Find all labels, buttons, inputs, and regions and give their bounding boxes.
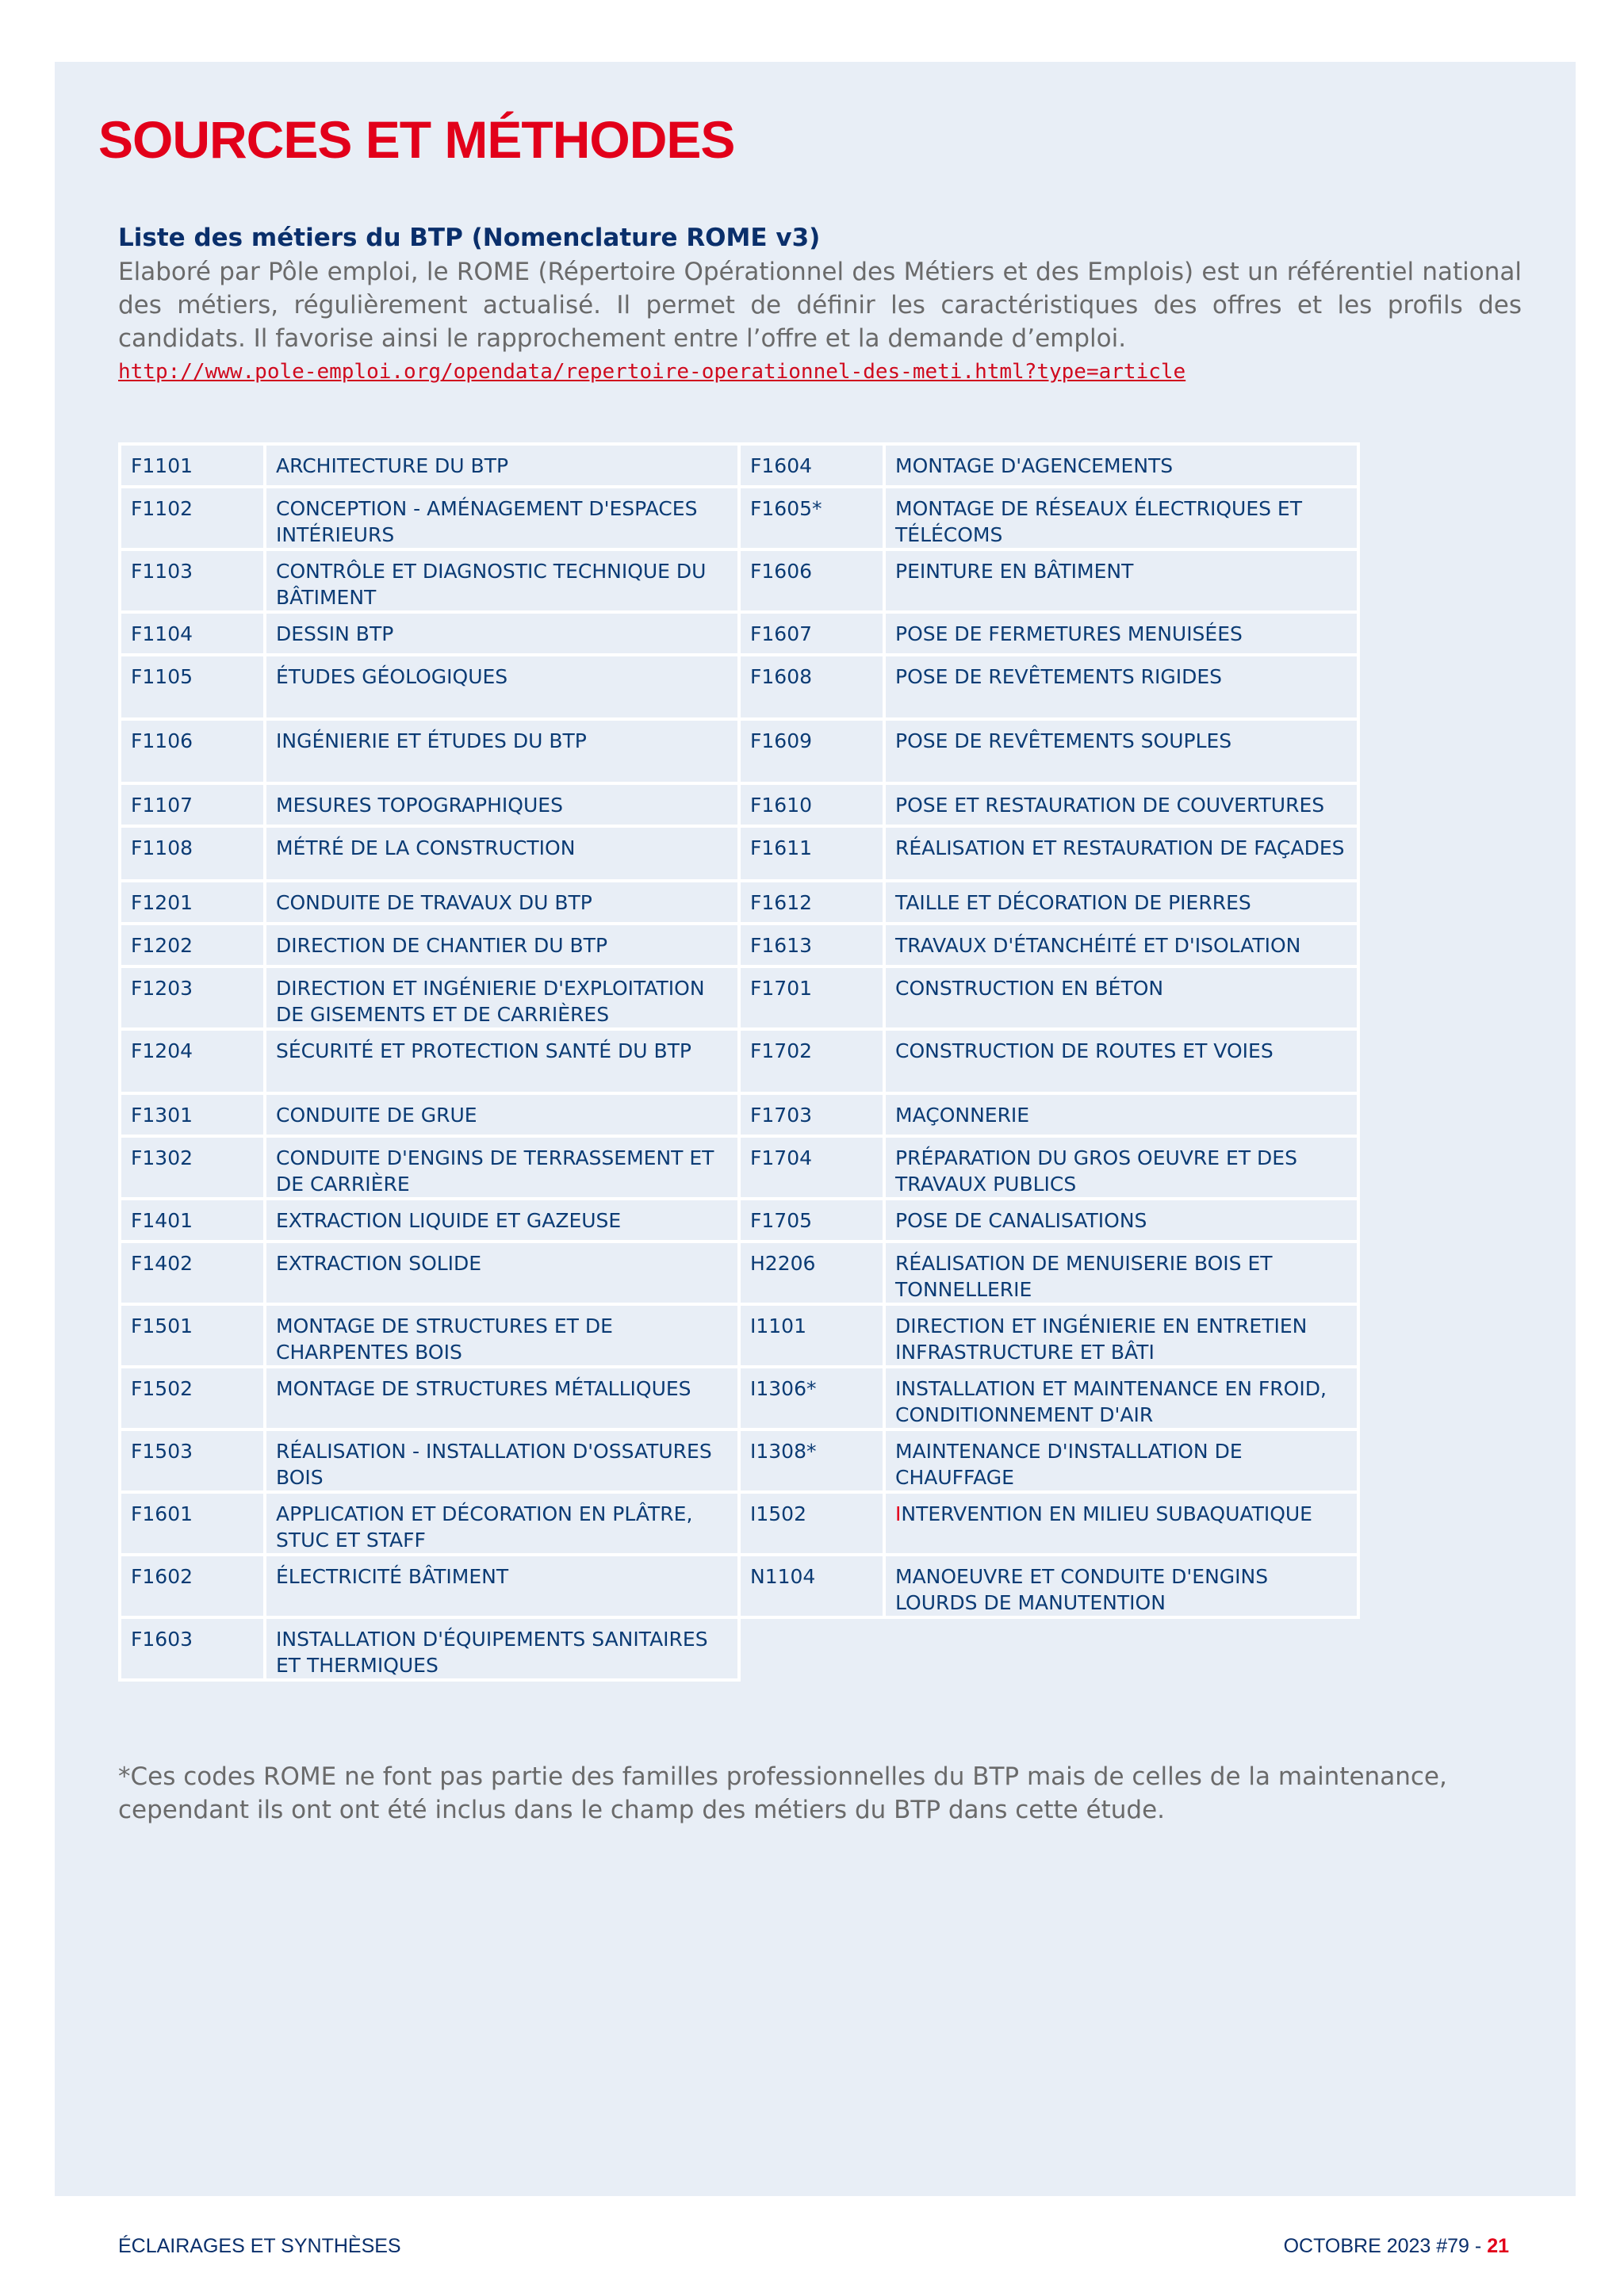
rome-label-cell: DIRECTION DE CHANTIER DU BTP <box>265 924 739 966</box>
footnote: *Ces codes ROME ne font pas partie des familles professionnelles du BTP mais de celles de la maintenance, cependant ils ont ont été inclus dans le champ des métiers du BTP dans cette étude. <box>118 1762 1447 1824</box>
table-row <box>120 1242 1358 1304</box>
rome-code-cell: F1102 <box>120 487 265 549</box>
rome-code-cell: F1201 <box>120 881 265 924</box>
rome-label-cell: EXTRACTION SOLIDE <box>265 1242 739 1304</box>
rome-label-cell: PRÉPARATION DU GROS OEUVRE ET DES TRAVAUX PUBLICS <box>884 1136 1358 1199</box>
rome-label-cell: MONTAGE DE RÉSEAUX ÉLECTRIQUES ET TÉLÉCOMS <box>884 487 1358 549</box>
rome-code-cell: F1607 <box>739 612 884 655</box>
rome-code-cell: F1605* <box>739 487 884 549</box>
rome-label-cell: DIRECTION ET INGÉNIERIE D'EXPLOITATION DE GISEMENTS ET DE CARRIÈRES <box>265 966 739 1029</box>
intro-paragraph: Elaboré par Pôle emploi, le ROME (Répertoire Opérationnel des Métiers et des Emplois) est un référentiel national des métiers, régulièrement actualisé. Il permet de définir les caractéristiques des offres et les profils des candidats. Il favorise ainsi le rapprochement entre l’offre et la demande d’emploi. <box>118 258 1522 353</box>
rome-label-cell: POSE DE REVÊTEMENTS RIGIDES <box>884 655 1358 719</box>
rome-label-cell: RÉALISATION DE MENUISERIE BOIS ET TONNELLERIE <box>884 1242 1358 1304</box>
rome-label-cell: RÉALISATION - INSTALLATION D'OSSATURES BOIS <box>265 1429 739 1492</box>
table-row <box>120 881 1358 924</box>
rome-code-cell: F1106 <box>120 719 265 783</box>
rome-label-cell: POSE DE FERMETURES MENUISÉES <box>884 612 1358 655</box>
rome-code-cell: F1602 <box>120 1555 265 1617</box>
rome-label-cell: POSE DE REVÊTEMENTS SOUPLES <box>884 719 1358 783</box>
footer-issue-label: OCTOBRE 2023 #79 - <box>1283 2235 1488 2257</box>
page-title: SOURCES ET MÉTHODES <box>98 110 735 169</box>
rome-code-cell: I1306* <box>739 1367 884 1429</box>
rome-label-cell: MONTAGE DE STRUCTURES MÉTALLIQUES <box>265 1367 739 1429</box>
table-row <box>120 487 1358 549</box>
table-row <box>120 924 1358 966</box>
rome-label-cell: CONDUITE DE GRUE <box>265 1093 739 1136</box>
source-link[interactable]: http://www.pole-emploi.org/opendata/repertoire-operationnel-des-meti.html?type=article <box>118 360 1186 384</box>
rome-code-cell: F1606 <box>739 549 884 612</box>
table-row <box>120 719 1358 783</box>
table-row <box>120 549 1358 612</box>
rome-label-cell: MESURES TOPOGRAPHIQUES <box>265 783 739 826</box>
rome-code-cell: F1608 <box>739 655 884 719</box>
rome-code-cell: F1108 <box>120 826 265 881</box>
rome-code-cell: F1703 <box>739 1093 884 1136</box>
rome-code-cell: F1502 <box>120 1367 265 1429</box>
rome-code-cell: I1308* <box>739 1429 884 1492</box>
table-row <box>120 1093 1358 1136</box>
rome-label-cell: EXTRACTION LIQUIDE ET GAZEUSE <box>265 1199 739 1242</box>
rome-label-cell: RÉALISATION ET RESTAURATION DE FAÇADES <box>884 826 1358 881</box>
table-row <box>120 1617 1358 1680</box>
rome-code-cell: N1104 <box>739 1555 884 1617</box>
rome-label-cell: POSE ET RESTAURATION DE COUVERTURES <box>884 783 1358 826</box>
table-row <box>120 1492 1358 1555</box>
rome-code-cell: F1503 <box>120 1429 265 1492</box>
rome-label-cell: MANOEUVRE ET CONDUITE D'ENGINS LOURDS DE MANUTENTION <box>884 1555 1358 1617</box>
rome-label-cell: MONTAGE DE STRUCTURES ET DE CHARPENTES BOIS <box>265 1304 739 1367</box>
rome-code-cell: F1501 <box>120 1304 265 1367</box>
rome-code-cell: F1702 <box>739 1029 884 1093</box>
rome-code-cell: F1705 <box>739 1199 884 1242</box>
rome-label-cell: APPLICATION ET DÉCORATION EN PLÂTRE, STUC ET STAFF <box>265 1492 739 1555</box>
rome-label-cell <box>884 1492 1358 1555</box>
rome-code-cell: H2206 <box>739 1242 884 1304</box>
rome-label-cell: ÉTUDES GÉOLOGIQUES <box>265 655 739 719</box>
rome-code-cell: F1612 <box>739 881 884 924</box>
rome-code-cell: F1103 <box>120 549 265 612</box>
rome-label-cell: CONDUITE DE TRAVAUX DU BTP <box>265 881 739 924</box>
rome-code-cell: I1101 <box>739 1304 884 1367</box>
empty-cell <box>739 1617 884 1680</box>
rome-label-cell: CONCEPTION - AMÉNAGEMENT D'ESPACES INTÉRIEURS <box>265 487 739 549</box>
rome-label-cell: MAÇONNERIE <box>884 1093 1358 1136</box>
rome-code-cell: I1502 <box>739 1492 884 1555</box>
rome-code-cell: F1610 <box>739 783 884 826</box>
rome-label-cell: DIRECTION ET INGÉNIERIE EN ENTRETIEN INFRASTRUCTURE ET BÂTI <box>884 1304 1358 1367</box>
rome-label-cell: TRAVAUX D'ÉTANCHÉITÉ ET D'ISOLATION <box>884 924 1358 966</box>
rome-code-cell: F1107 <box>120 783 265 826</box>
rome-label-cell: MAINTENANCE D'INSTALLATION DE CHAUFFAGE <box>884 1429 1358 1492</box>
rome-code-cell: F1105 <box>120 655 265 719</box>
table-row <box>120 1429 1358 1492</box>
rome-label-cell: MÉTRÉ DE LA CONSTRUCTION <box>265 826 739 881</box>
rome-code-cell: F1302 <box>120 1136 265 1199</box>
rome-code-cell: F1301 <box>120 1093 265 1136</box>
table-row <box>120 612 1358 655</box>
rome-code-cell: F1603 <box>120 1617 265 1680</box>
rome-label-cell: CONDUITE D'ENGINS DE TERRASSEMENT ET DE CARRIÈRE <box>265 1136 739 1199</box>
rome-label-cell: DESSIN BTP <box>265 612 739 655</box>
footer-issue <box>1284 2235 1509 2258</box>
rome-code-cell: F1401 <box>120 1199 265 1242</box>
table-row <box>120 1029 1358 1093</box>
rome-label-cell: ARCHITECTURE DU BTP <box>265 444 739 487</box>
rome-label-cell: ÉLECTRICITÉ BÂTIMENT <box>265 1555 739 1617</box>
footer-publication: ÉCLAIRAGES ET SYNTHÈSES <box>118 2235 401 2257</box>
rome-code-cell: F1204 <box>120 1029 265 1093</box>
rome-code-cell: F1611 <box>739 826 884 881</box>
rome-code-cell: F1701 <box>739 966 884 1029</box>
table-row <box>120 1304 1358 1367</box>
table-row <box>120 1136 1358 1199</box>
rome-code-cell: F1402 <box>120 1242 265 1304</box>
table-row <box>120 826 1358 881</box>
rome-codes-table <box>118 442 1360 1682</box>
page-number: 21 <box>1487 2235 1509 2257</box>
rome-code-cell: F1203 <box>120 966 265 1029</box>
table-row <box>120 444 1358 487</box>
rome-label-cell: PEINTURE EN BÂTIMENT <box>884 549 1358 612</box>
rome-code-cell: F1604 <box>739 444 884 487</box>
rome-label-cell: SÉCURITÉ ET PROTECTION SANTÉ DU BTP <box>265 1029 739 1093</box>
table-row <box>120 1199 1358 1242</box>
table-row <box>120 1367 1358 1429</box>
table-row <box>120 655 1358 719</box>
rome-label-cell: INSTALLATION ET MAINTENANCE EN FROID, CONDITIONNEMENT D'AIR <box>884 1367 1358 1429</box>
rome-code-cell: F1101 <box>120 444 265 487</box>
rome-code-cell: F1104 <box>120 612 265 655</box>
rome-label-cell: TAILLE ET DÉCORATION DE PIERRES <box>884 881 1358 924</box>
rome-label-cell: POSE DE CANALISATIONS <box>884 1199 1358 1242</box>
rome-label-cell: CONTRÔLE ET DIAGNOSTIC TECHNIQUE DU BÂTIMENT <box>265 549 739 612</box>
table-row <box>120 966 1358 1029</box>
empty-cell <box>884 1617 1358 1680</box>
rome-label-cell: MONTAGE D'AGENCEMENTS <box>884 444 1358 487</box>
rome-label-cell: CONSTRUCTION DE ROUTES ET VOIES <box>884 1029 1358 1093</box>
rome-label-cell: INGÉNIERIE ET ÉTUDES DU BTP <box>265 719 739 783</box>
label-rest: NTERVENTION EN MILIEU SUBAQUATIQUE <box>901 1502 1312 1525</box>
rome-code-cell: F1613 <box>739 924 884 966</box>
rome-code-cell: F1704 <box>739 1136 884 1199</box>
rome-label-cell: CONSTRUCTION EN BÉTON <box>884 966 1358 1029</box>
section-subtitle: Liste des métiers du BTP (Nomenclature ROME v3) <box>118 224 821 252</box>
table-row <box>120 783 1358 826</box>
rome-code-cell: F1202 <box>120 924 265 966</box>
label-initial: I <box>895 1502 902 1525</box>
table-row <box>120 1555 1358 1617</box>
rome-code-cell: F1609 <box>739 719 884 783</box>
rome-label-cell: INSTALLATION D'ÉQUIPEMENTS SANITAIRES ET THERMIQUES <box>265 1617 739 1680</box>
rome-code-cell: F1601 <box>120 1492 265 1555</box>
